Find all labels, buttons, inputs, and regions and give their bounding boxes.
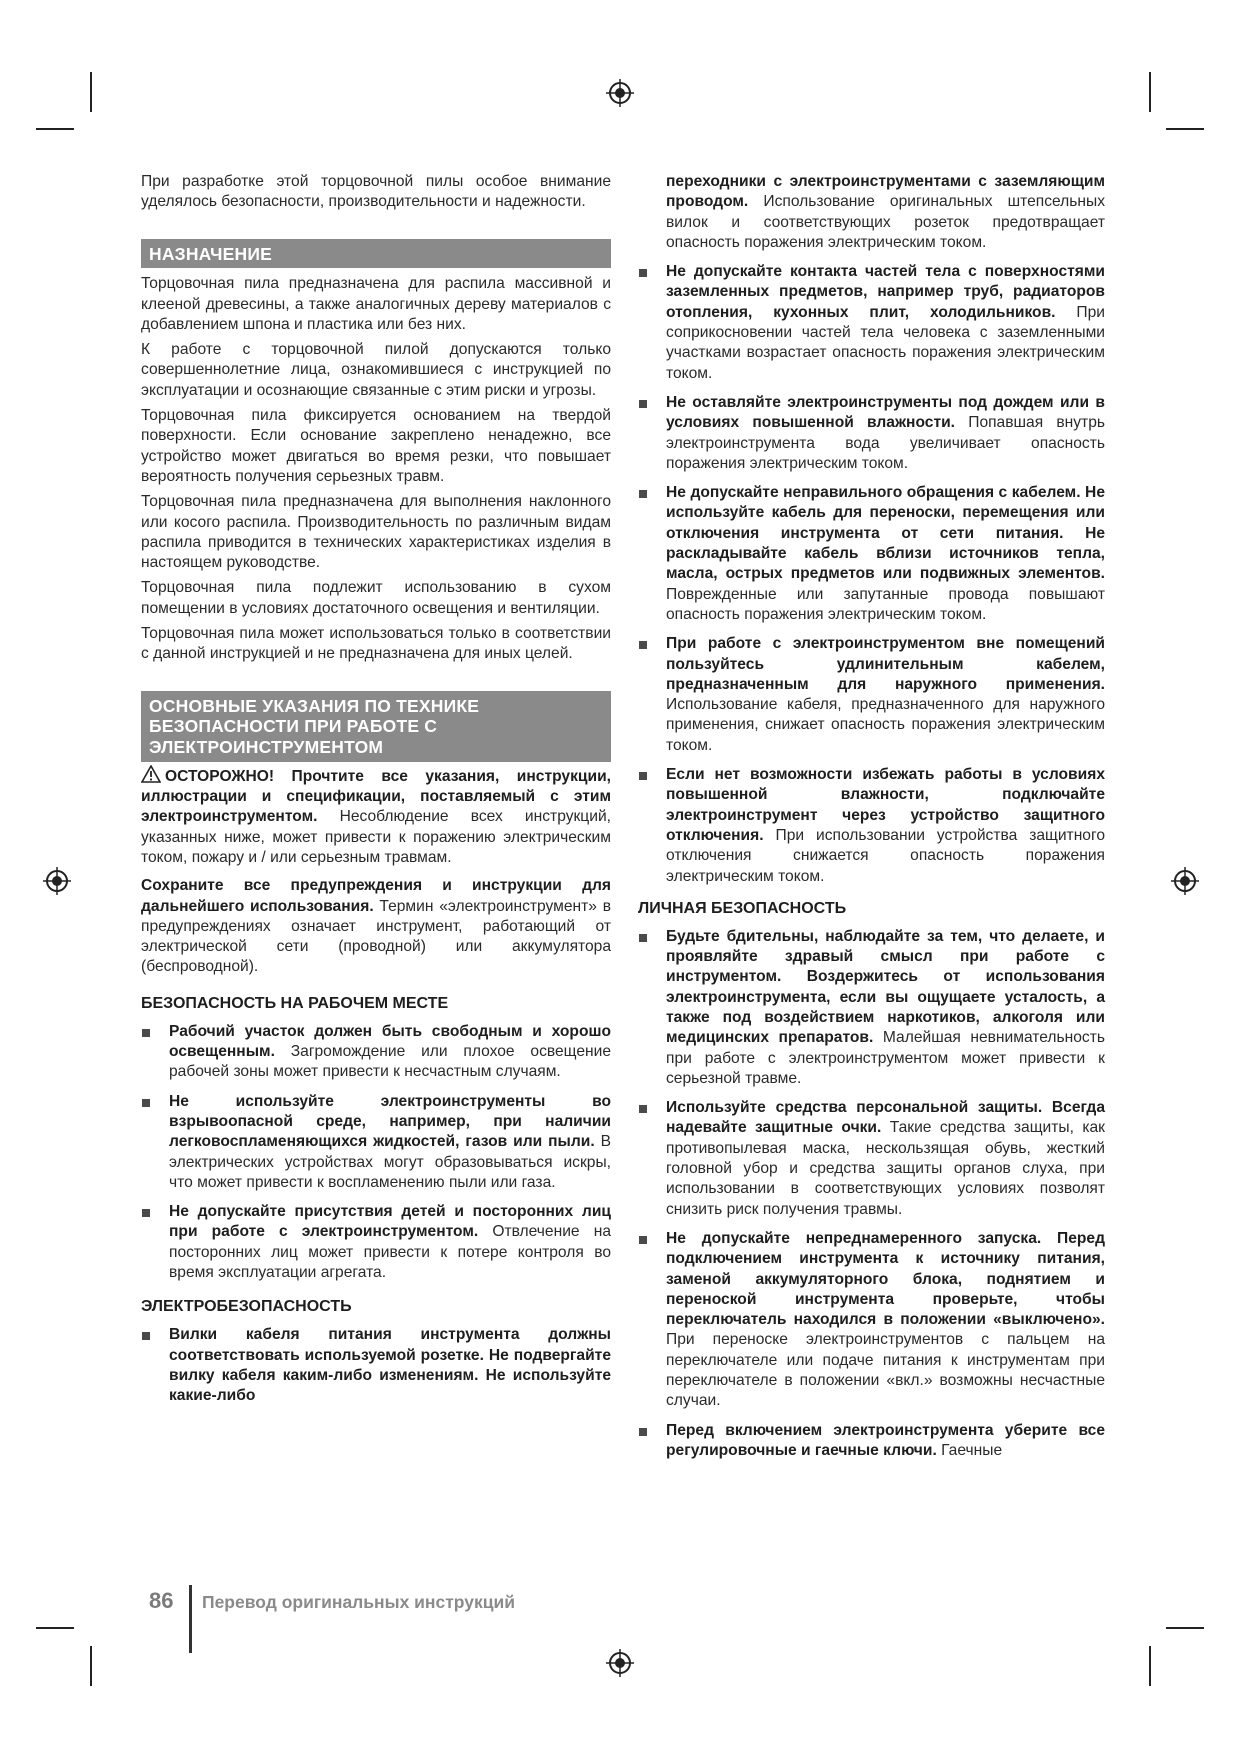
crop-mark-bottom-left-v bbox=[90, 1646, 92, 1686]
continuation-paragraph bbox=[666, 172, 1105, 253]
crop-mark-top-left-v bbox=[90, 72, 92, 112]
list-item bbox=[638, 1098, 1105, 1220]
purpose-paragraph: Торцовочная пила может использоваться только в соответствии с данной инструкцией и не предназначена для иных целей. bbox=[141, 625, 611, 663]
crop-mark-bottom-left-h bbox=[36, 1627, 74, 1629]
item-bold: Не используйте электроинструменты во взрывоопасной среде, например, при наличии легковоспламеняющихся жидкостей, газов или пыли. bbox=[169, 1092, 611, 1151]
purpose-paragraph: Торцовочная пила подлежит использованию в сухом помещении в условиях достаточного освещения и вентиляции. bbox=[141, 579, 611, 617]
item-bold: Не допускайте неправильного обращения с кабелем. Не используйте кабель для переноски, перемещения или отключения инструмента от сети питания. Не раскладывайте кабель вблизи источников тепла, масла, острых предметов или подвижных элементов. bbox=[666, 484, 1105, 583]
item-text: В электрических устройствах могут образовываться искры, что может привести к воспламенению пыли или газа. bbox=[169, 1133, 611, 1191]
registration-mark-icon bbox=[605, 78, 635, 108]
item-text: Такие средства защиты, как противопылевая маска, нескользящая обувь, жесткий головной убор и средства защиты органов слуха, при использовании в соответствующих условиях позволят снизить риск получения травмы. bbox=[666, 1119, 1105, 1218]
page-number: 86 bbox=[149, 1588, 174, 1613]
item-text: При переноске электроинструментов с пальцем на переключателе или подаче питания к инструментам при переключателе в положении «вкл.» возможны несчастные случаи. bbox=[666, 1331, 1105, 1410]
purpose-paragraph: Торцовочная пила предназначена для распила массивной и клееной древесины, а также аналогичных дереву материалов с добавлением шпона и пластика или без них. bbox=[141, 275, 611, 333]
list-item bbox=[638, 393, 1105, 474]
crop-mark-top-right-h bbox=[1166, 128, 1204, 130]
registration-mark-icon bbox=[1170, 866, 1200, 896]
purpose-text bbox=[141, 274, 611, 664]
item-bold: Не допускайте присутствия детей и посторонних лиц при работе с электроинструментом. bbox=[169, 1203, 611, 1241]
crop-mark-bottom-right-h bbox=[1166, 1627, 1204, 1629]
crop-mark-bottom-right-v bbox=[1149, 1646, 1151, 1686]
electric-list-continued bbox=[638, 262, 1105, 887]
warning-paragraph bbox=[141, 765, 611, 868]
list-item bbox=[141, 1325, 611, 1406]
warning-text: Несоблюдение всех инструкций, указанных ниже, может привести к поражению электрическим током, пожару и / или серьезным травмам. bbox=[141, 808, 611, 866]
list-item bbox=[638, 634, 1105, 756]
item-bold: Не оставляйте электроинструменты под дождем или в условиях повышенной влажности. bbox=[666, 393, 1105, 432]
purpose-paragraph: Торцовочная пила фиксируется основанием на твердой поверхности. Если основание закреплено ненадежно, все устройство может двигаться во время резки, что повышает вероятность получения серьезных травм. bbox=[141, 407, 611, 485]
item-bold: Перед включением электроинструмента уберите все регулировочные и гаечные ключи. bbox=[666, 1421, 1105, 1459]
intro-paragraph: При разработке этой торцовочной пилы особое внимание уделялось безопасности, производительности и надежности. bbox=[141, 173, 611, 211]
list-item bbox=[638, 1421, 1105, 1462]
subheading-electric: ЭЛЕКТРОБЕЗОПАСНОСТЬ bbox=[141, 1298, 352, 1316]
keep-instructions-paragraph bbox=[141, 876, 611, 977]
workplace-list bbox=[141, 1022, 611, 1284]
right-column bbox=[638, 172, 1105, 1470]
registration-mark-icon bbox=[605, 1648, 635, 1678]
subheading-personal: ЛИЧНАЯ БЕЗОПАСНОСТЬ bbox=[638, 899, 847, 917]
warning-bold: ОСТОРОЖНО! Прочтите все указания, инструкции, иллюстрации и спецификации, поставляемый с этим электроинструментом. bbox=[141, 767, 611, 826]
item-text: При соприкосновении частей тела человека с заземленными участками возрастает опасность поражения электрическим током. bbox=[666, 303, 1105, 382]
item-text: Попавшая внутрь электроинструмента вода увеличивает опасность поражения электрическим током. bbox=[666, 414, 1105, 472]
footer-label: Перевод оригинальных инструкций bbox=[202, 1592, 516, 1612]
list-item bbox=[638, 483, 1105, 625]
subheading-workplace: БЕЗОПАСНОСТЬ НА РАБОЧЕМ МЕСТЕ bbox=[141, 994, 449, 1012]
list-item bbox=[638, 1229, 1105, 1412]
warning-triangle-icon bbox=[141, 765, 161, 783]
registration-mark-icon bbox=[42, 866, 72, 896]
footer-divider bbox=[189, 1585, 192, 1653]
item-text: Поврежденные или запутанные провода повышают опасность поражения электрическим током. bbox=[666, 585, 1105, 623]
item-text: Гаечные bbox=[936, 1441, 1003, 1459]
item-text: Использование оригинальных штепсельных вилок и соответствующих розеток предотвращает опасность поражения электрическим током. bbox=[666, 193, 1105, 251]
list-item bbox=[638, 765, 1105, 887]
item-bold: Не допускайте контакта частей тела с поверхностями заземленных предметов, например труб, радиаторов отопления, кухонных плит, холодильников. bbox=[666, 263, 1105, 321]
section-heading-purpose: НАЗНАЧЕНИЕ bbox=[141, 239, 611, 269]
crop-mark-top-right-v bbox=[1149, 72, 1151, 112]
item-bold: Вилки кабеля питания инструмента должны соответствовать используемой розетке. Не подвергайте вилку кабеля каким-либо изменениям. Не используйте какие-либо bbox=[169, 1326, 611, 1405]
electric-list bbox=[141, 1325, 611, 1406]
personal-list bbox=[638, 927, 1105, 1461]
item-bold: Будьте бдительны, наблюдайте за тем, что делаете, и проявляйте здравый смысл при работе с инструментом. Воздержитесь от использования электроинструмента, если вы ощущаете усталость, а также под воздействием наркотиков, алкоголя или медицинских препаратов. bbox=[666, 927, 1105, 1047]
item-text: Загромождение или плохое освещение рабочей зоны может привести к несчастным случаям. bbox=[169, 1043, 611, 1081]
item-bold: переходники с электроинструментами с заземляющим проводом. bbox=[666, 173, 1105, 211]
left-column bbox=[141, 172, 611, 1415]
keep-bold: Сохраните все предупреждения и инструкции для дальнейшего использования. bbox=[141, 877, 611, 915]
list-item bbox=[638, 262, 1105, 384]
item-bold: Рабочий участок должен быть свободным и хорошо освещенным. bbox=[169, 1022, 611, 1061]
keep-text: Термин «электроинструмент» в предупреждениях означает инструмент, работающий от электрической сети (проводной) или аккумулятора (беспроводной). bbox=[141, 897, 611, 976]
item-text: Отвлечение на посторонних лиц может привести к потере контроля во время эксплуатации агрегата. bbox=[169, 1223, 611, 1281]
list-item bbox=[141, 1022, 611, 1083]
crop-mark-top-left-h bbox=[36, 128, 74, 130]
item-text: Малейшая невнимательность при работе с электроинструментом может привести к серьезной травме. bbox=[666, 1029, 1105, 1087]
list-item bbox=[141, 1202, 611, 1283]
purpose-paragraph: Торцовочная пила предназначена для выполнения наклонного или косого распила. Производительность по различным видам распила приводится в технических характеристиках изделия в настоящем руководстве. bbox=[141, 493, 611, 572]
item-text: Использование кабеля, предназначенного для наружного применения, снижает опасность поражения электрическим током. bbox=[666, 696, 1105, 754]
section-heading-safety: ОСНОВНЫЕ УКАЗАНИЯ ПО ТЕХНИКЕ БЕЗОПАСНОСТИ ПРИ РАБОТЕ С ЭЛЕКТРОИНСТРУМЕНТОМ bbox=[141, 691, 611, 762]
item-text: При использовании устройства защитного отключения снижается опасность поражения электрическим током. bbox=[666, 826, 1105, 885]
item-bold: Не допускайте непреднамеренного запуска. Перед подключением инструмента к источнику питания, заменой аккумуляторного блока, поднятием и переноской инструмента проверьте, чтобы переключатель находился в положении «выключено». bbox=[666, 1229, 1105, 1329]
item-bold: Используйте средства персональной защиты. Всегда надевайте защитные очки. bbox=[666, 1099, 1105, 1137]
list-item bbox=[638, 927, 1105, 1089]
list-item bbox=[141, 1092, 611, 1193]
item-bold: Если нет возможности избежать работы в условиях повышенной влажности, подключайте электроинструмент через устройство защитного отключения. bbox=[666, 766, 1105, 844]
item-bold: При работе с электроинструментом вне помещений пользуйтесь удлинительным кабелем, предназначенным для наружного применения. bbox=[666, 635, 1105, 693]
purpose-paragraph: К работе с торцовочной пилой допускаются только совершеннолетние лица, ознакомившиеся с инструкцией по эксплуатации и осознающие связанные с этим риски и угрозы. bbox=[141, 341, 611, 399]
